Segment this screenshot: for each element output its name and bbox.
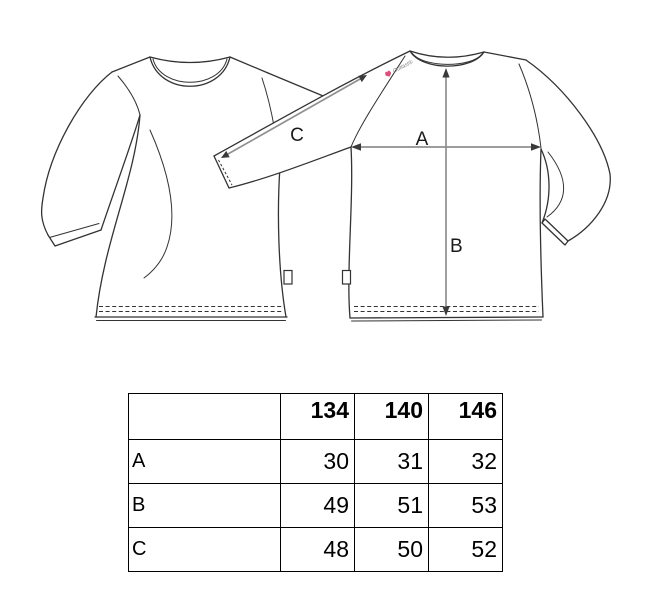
measure-value: 30 xyxy=(281,440,355,484)
back-hem-edge xyxy=(352,320,542,321)
size-column-header: 134 xyxy=(281,394,355,440)
measure-value: 32 xyxy=(429,440,503,484)
row-label: C xyxy=(129,528,281,572)
row-label: B xyxy=(129,484,281,528)
back-side-tag xyxy=(343,271,351,285)
measure-label-b: B xyxy=(450,236,463,257)
measure-value: 53 xyxy=(429,484,503,528)
size-column-header: 140 xyxy=(355,394,429,440)
size-table-row-c xyxy=(129,528,503,572)
front-side-tag xyxy=(284,271,292,285)
measure-value: 51 xyxy=(355,484,429,528)
size-table-header-row xyxy=(129,394,503,440)
size-table-row-a xyxy=(129,440,503,484)
measure-label-a: A xyxy=(415,129,429,150)
size-table-corner-cell xyxy=(129,394,281,440)
measure-label-c: C xyxy=(290,125,304,146)
measure-value: 48 xyxy=(281,528,355,572)
measure-value: 50 xyxy=(355,528,429,572)
front-shirt xyxy=(42,57,352,321)
size-column-header: 146 xyxy=(429,394,503,440)
brand-logo-text: Outlast® xyxy=(392,59,414,75)
row-label: A xyxy=(129,440,281,484)
size-table xyxy=(128,393,503,572)
size-table-row-b xyxy=(129,484,503,528)
measure-value: 31 xyxy=(355,440,429,484)
measure-value: 49 xyxy=(281,484,355,528)
measure-value: 52 xyxy=(429,528,503,572)
